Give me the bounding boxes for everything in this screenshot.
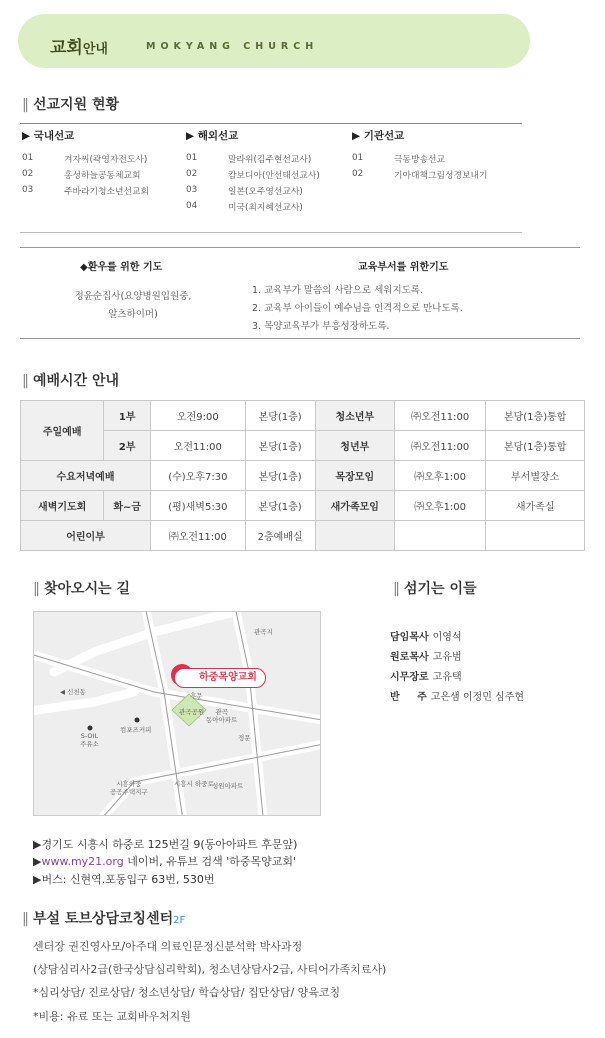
list-item: 01 극동방송선교: [352, 153, 445, 165]
overseas-mission: [186, 128, 320, 214]
divider: [20, 232, 522, 233]
map-label: 후문: [190, 692, 203, 700]
staff-row: 담임목사 이영석: [390, 632, 462, 643]
table-row: [21, 461, 585, 491]
map-label: ◀ 신천동: [60, 688, 86, 696]
counseling-line: *비용: 유료 또는 교회바우처지원: [33, 1010, 191, 1023]
table-cell: 2부: [104, 431, 151, 461]
map-label: 성원아파트: [212, 782, 244, 790]
table-cell: 수요저녁예배: [21, 461, 151, 491]
map-label: 시흥하중 공공주택지구: [110, 780, 148, 796]
table-row: [21, 491, 585, 521]
table-cell: [394, 521, 485, 551]
mission-title-text: 선교지원 현황: [33, 97, 120, 113]
domestic-heading: ▶ 국내선교: [22, 130, 75, 142]
counseling-section-title: ‖ 부설 토브상담코칭센터2F: [22, 911, 186, 927]
services-section-title: ‖ 예배시간 안내: [22, 373, 120, 389]
map-label: 관곡공원: [179, 708, 205, 716]
table-cell: [486, 521, 585, 551]
divider: [20, 247, 580, 248]
table-cell: 화~금: [104, 491, 151, 521]
table-cell: 목장모임: [315, 461, 394, 491]
mission-section-title: ‖ 선교지원 현황: [22, 97, 120, 113]
address-text: ▶경기도 시흥시 하중로 125번길 9(동아아파트 후문앞): [33, 838, 298, 851]
table-row: [21, 521, 585, 551]
agency-mission: [352, 128, 487, 182]
counseling-title-text: 부설 토브상담코칭센터: [33, 911, 174, 927]
map-label: 컴포즈커피: [120, 726, 152, 734]
patients-prayer-text: 정윤순집사(요양병원입원중, 알츠하이머): [74, 291, 192, 320]
staff-row: 반 주 고은샘 이정민 심주현: [390, 692, 525, 703]
title-main: 교회: [50, 38, 83, 58]
table-cell: 본당(1층): [245, 491, 315, 521]
counseling-line: 센터장 권진영사모/아주대 의료인문정신분석학 박사과정: [33, 940, 303, 953]
map-label: 관곡 동아아파트: [206, 708, 238, 724]
table-cell: 어린이부: [21, 521, 151, 551]
table-cell: ㈜오후1:00: [394, 461, 485, 491]
table-cell: 본당(1층)통합: [486, 401, 585, 431]
table-cell: 본당(1층): [245, 431, 315, 461]
domestic-mission: [22, 128, 149, 198]
agency-heading: ▶ 기관선교: [352, 130, 405, 142]
web-search-line: ▶www.my21.org 네이버, 유튜브 검색 '하중목양교회': [33, 855, 297, 868]
table-cell: ㈜오후1:00: [394, 491, 485, 521]
title-small: 안내: [82, 42, 108, 57]
floor-badge: 2F: [173, 915, 186, 926]
list-item: 2. 교육부 아이들이 예수님을 인격적으로 만나도록.: [252, 303, 463, 314]
table-row: [21, 401, 585, 431]
table-cell: (평)새벽5:30: [151, 491, 246, 521]
table-cell: 오전9:00: [151, 401, 246, 431]
table-cell: 새벽기도회: [21, 491, 104, 521]
list-item: 04 미국(최지혜선교사): [186, 201, 303, 213]
directions-title-text: 찾아오시는 길: [44, 581, 131, 597]
table-cell: (수)오후7:30: [151, 461, 246, 491]
table-row: [21, 431, 585, 461]
map-label: S-OIL 주유소: [80, 732, 99, 748]
list-item: 03 주바라기청소년선교회: [22, 185, 149, 197]
list-item: 1. 교육부가 말씀의 사람으로 세워지도록.: [252, 285, 423, 296]
page-subtitle: MOKYANG CHURCH: [146, 41, 319, 52]
table-cell: ㈜오전11:00: [151, 521, 246, 551]
table-cell: 본당(1층): [245, 461, 315, 491]
table-cell: 2층예배실: [245, 521, 315, 551]
directions-section-title: ‖ 찾아오시는 길: [33, 581, 131, 597]
list-item: 03 일본(오주영선교사): [186, 185, 303, 197]
staff-title-text: 섬기는 이들: [404, 581, 477, 597]
staff-row: 원로목사 고유범: [390, 652, 462, 663]
table-cell: ㈜오전11:00: [394, 431, 485, 461]
bus-info: ▶버스: 신현역.포동입구 63번, 530번: [33, 873, 215, 886]
list-item: 01 말라위(김주현선교사): [186, 153, 312, 165]
staff-section-title: ‖ 섬기는 이들: [393, 581, 477, 597]
divider: [20, 123, 522, 124]
education-prayer-heading: 교육부서를 위한기도: [358, 262, 449, 273]
list-item: 01 겨자씨(곽영자전도사): [22, 153, 148, 165]
overseas-heading: ▶ 해외선교: [186, 130, 239, 142]
staff-row: 시무장로 고유택: [390, 672, 462, 683]
table-cell: 본당(1층)통합: [486, 431, 585, 461]
table-cell: 새가족실: [486, 491, 585, 521]
table-cell: 1부: [104, 401, 151, 431]
table-cell: [315, 521, 394, 551]
list-item: 02 홍성하늘공동체교회: [22, 169, 141, 181]
table-cell: ㈜오전11:00: [394, 401, 485, 431]
table-cell: 본당(1층): [245, 401, 315, 431]
location-map[interactable]: [33, 611, 321, 816]
table-cell: 오전11:00: [151, 431, 246, 461]
education-prayer-list: [252, 282, 463, 336]
table-cell: 부서별장소: [486, 461, 585, 491]
service-table: [20, 400, 585, 551]
patients-prayer-heading: ◆환우를 위한 기도: [80, 262, 163, 273]
table-cell: 새가족모임: [315, 491, 394, 521]
list-item: 02 캄보디아(안선태선교사): [186, 169, 320, 181]
table-cell: 청소년부: [315, 401, 394, 431]
divider: [20, 338, 580, 339]
list-item: 02 기아대책그림성경보내기: [352, 169, 488, 181]
counseling-line: (상담심리사2급(한국상담심리학회), 청소년상담사2급, 사티어가족치료사): [33, 963, 387, 976]
map-label: 정문: [238, 734, 251, 742]
church-marker-label: 하중목양교회: [174, 668, 266, 688]
map-label: 관곡지: [254, 628, 273, 636]
table-cell: 주일예배: [21, 401, 104, 461]
table-cell: 청년부: [315, 431, 394, 461]
services-title-text: 예배시간 안내: [33, 373, 120, 389]
counseling-line: *심리상담/ 진로상담/ 청소년상담/ 학습상담/ 집단상담/ 양육코칭: [33, 986, 341, 999]
website-link[interactable]: www.my21.org: [41, 855, 124, 868]
page-title: [50, 33, 108, 58]
map-label: 시흥시 하중로: [174, 780, 214, 788]
list-item: 3. 목양교육부가 부흥성장하도록.: [252, 321, 390, 332]
